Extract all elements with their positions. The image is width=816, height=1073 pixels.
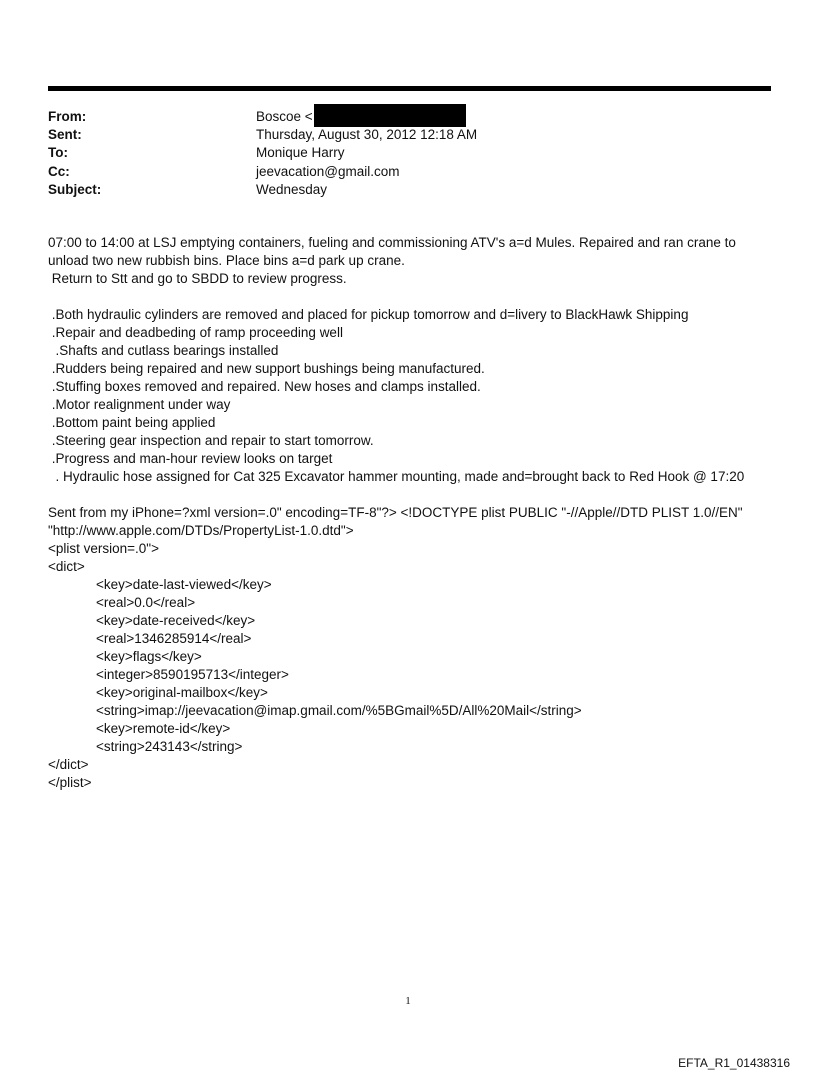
to-label: To: [48, 145, 68, 161]
signature-line: Sent from my iPhone=?xml version=.0" encoding=TF-8"?> <!DOCTYPE plist PUBLIC "-//Apple//DTD PLIST 1.0//EN" [48, 505, 743, 520]
progress-item: .Motor realignment under way [48, 397, 231, 412]
plist-entry: <real>1346285914</real> [96, 631, 252, 646]
intro-line: Return to Stt and go to SBDD to review progress. [48, 271, 347, 286]
plist-entry: <string>imap://jeevacation@imap.gmail.com/%5BGmail%5D/All%20Mail</string> [96, 703, 582, 718]
signature-line: <plist version=.0"> [48, 541, 159, 556]
plist-entry: <key>flags</key> [96, 649, 202, 664]
subject-label: Subject: [48, 181, 102, 197]
sent-row [48, 126, 768, 144]
intro-line: 07:00 to 14:00 at LSJ emptying containers, fueling and commissioning ATV's a=d Mules. Repaired and ran crane to [48, 235, 736, 250]
from-value [256, 108, 466, 126]
intro-line: unload two new rubbish bins. Place bins a=d park up crane. [48, 253, 405, 268]
subject-value: Wednesday [256, 181, 328, 197]
progress-item: .Both hydraulic cylinders are removed and placed for pickup tomorrow and d=livery to BlackHawk Shipping [48, 307, 689, 322]
plist-entry: <key>original-mailbox</key> [96, 685, 268, 700]
from-name: Boscoe < [256, 109, 313, 124]
signature-line: "http://www.apple.com/DTDs/PropertyList-1.0.dtd"> [48, 523, 354, 538]
closing-line: </dict> [48, 757, 89, 772]
email-header [48, 108, 768, 199]
plist-entry: <real>0.0</real> [96, 595, 196, 610]
closing-line: </plist> [48, 775, 92, 790]
sent-value: Thursday, August 30, 2012 12:18 AM [256, 127, 478, 143]
plist-entry: <integer>8590195713</integer> [96, 667, 289, 682]
plist-entry: <key>remote-id</key> [96, 721, 231, 736]
header-divider [48, 86, 771, 91]
progress-item: .Bottom paint being applied [48, 415, 216, 430]
cc-value: jeevacation@gmail.com [256, 163, 400, 179]
subject-row [48, 181, 768, 199]
plist-entry: <string>243143</string> [96, 739, 243, 754]
document-id: EFTA_R1_01438316 [678, 1056, 790, 1070]
progress-item: .Repair and deadbeding of ramp proceeding well [48, 325, 343, 340]
to-row [48, 144, 768, 162]
plist-entry: <key>date-received</key> [96, 613, 256, 628]
email-body [48, 234, 788, 792]
progress-item: .Steering gear inspection and repair to start tomorrow. [48, 433, 374, 448]
plist-entry: <key>date-last-viewed</key> [96, 577, 272, 592]
progress-item: .Progress and man-hour review looks on target [48, 451, 333, 466]
redaction-block [314, 104, 466, 127]
sent-label: Sent: [48, 127, 82, 143]
signature-line: <dict> [48, 559, 85, 574]
progress-item: .Stuffing boxes removed and repaired. New hoses and clamps installed. [48, 379, 481, 394]
spacer [48, 486, 788, 504]
cc-label: Cc: [48, 163, 70, 179]
to-value: Monique Harry [256, 145, 345, 161]
spacer [48, 288, 788, 306]
progress-item: .Rudders being repaired and new support bushings being manufactured. [48, 361, 485, 376]
from-row [48, 108, 768, 126]
page-number: 1 [405, 995, 411, 1007]
cc-row [48, 163, 768, 181]
from-label: From: [48, 109, 87, 124]
progress-item: . Hydraulic hose assigned for Cat 325 Excavator hammer mounting, made and=brought back to Red Hook @ 17:20 [48, 469, 745, 484]
progress-item: .Shafts and cutlass bearings installed [48, 343, 279, 358]
